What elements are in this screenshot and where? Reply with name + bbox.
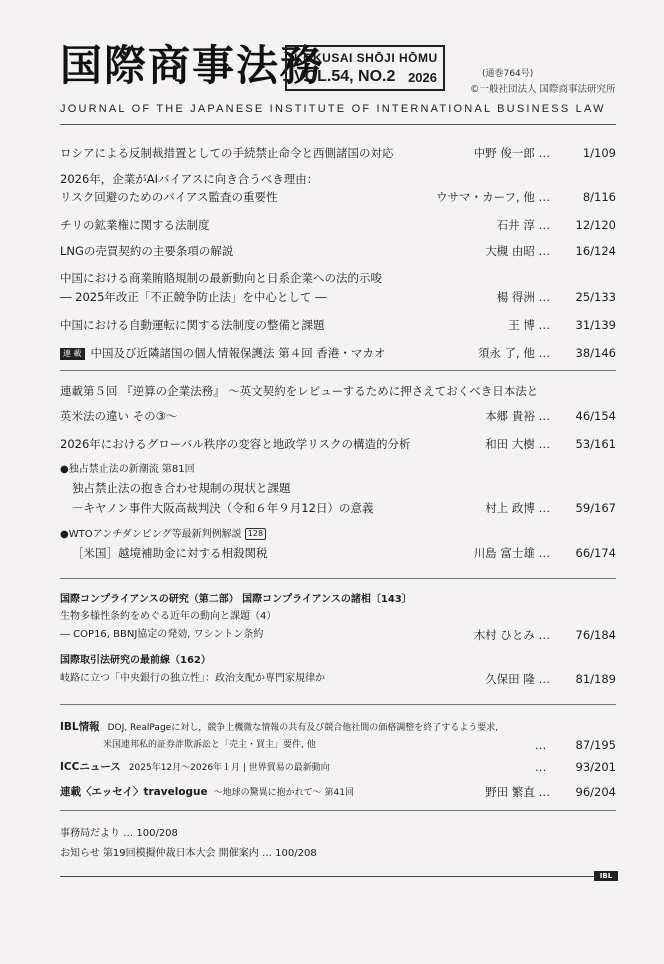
header-rule [60,124,616,125]
page-ref: 53/161 [575,437,616,451]
page-ref: 87/195 [575,738,616,752]
toc-entry-title: IBL情報 DOJ, RealPageに対し，競争上機微な情報の共有及び競合他社間の価格調整を終了するよう要求, [60,721,499,733]
page-ref: 76/184 [575,628,616,642]
page-ref: 96/204 [575,785,616,799]
series-label: 国際コンプライアンスの研究（第二部） 国際コンプライアンスの諸相〔143〕 [60,594,412,605]
section-label: ICCニュース [60,761,121,773]
notice: お知らせ 第19回模擬仲裁日本大会 開催案内 … 100/208 [60,848,317,859]
section-label: IBL情報 [60,721,100,733]
author: 楊 得洲 … [496,290,550,304]
section-divider [60,578,616,579]
page-ref: 25/133 [575,290,616,304]
page-ref: 16/124 [575,244,616,258]
author: 野田 繁直 … [485,785,550,799]
page-ref: 46/154 [575,409,616,423]
author: 中野 俊一郎 … [473,146,550,160]
page-ref: 12/120 [575,218,616,232]
author: … [534,738,550,752]
page-ref: 93/201 [575,760,616,774]
section-divider [60,370,616,371]
toc-entry-title: 2026年，企業がAIバイアスに向き合うべき理由： [60,172,319,186]
author: 木村 ひとみ … [473,628,550,642]
toc-entry-title: 独占禁止法の抱き合わせ規制の現状と課題 [72,481,291,495]
page-ref: 66/174 [575,546,616,560]
section-divider [60,704,616,705]
toc-entry-title: 連載第５回 『逆算の企業法務』 ～英文契約をレビューするために押さえておくべき日本法と [60,384,539,398]
author: 大槻 由昭 … [485,244,550,258]
page-ref: 81/189 [575,672,616,686]
author: 川島 富士雄 … [473,546,550,560]
author: 久保田 隆 … [485,672,550,686]
series-badge: 連 載 [60,348,85,360]
publisher: ©一般社団法人 国際商事法研究所 [470,84,616,95]
journal-title: 国際商事法務 [60,41,325,90]
author: 王 博 … [508,318,550,332]
page-ref: 31/139 [575,318,616,332]
page-ref: 59/167 [575,501,616,515]
author: 和田 大樹 … [485,437,550,451]
author: 村上 政博 … [485,501,550,515]
volume-box [285,45,445,91]
volume-number: VOL.54, NO.2 [294,68,396,85]
toc-entry-title: 生物多様性条約をめぐる近年の動向と課題（4） [60,611,277,622]
section-divider [60,810,616,811]
romanized-title: KOKUSAI SHŌJI HŌMU [294,51,438,65]
author: ウサマ・カーフ, 他 … [436,190,550,204]
footer-rule [60,876,594,877]
ibl-tag: IBL [594,871,618,881]
series-label: ●独占禁止法の新潮流 第81回 [60,464,195,475]
page-ref: 8/116 [582,190,616,204]
series-label: ●WTOアンチダンピング等最新判例解説 128 [60,527,266,543]
journal-english-name: JOURNAL OF THE JAPANESE INSTITUTE OF INTERNATIONAL BUSINESS LAW [60,103,606,115]
issue-number: (通巻764号) [482,69,534,79]
toc-entry-title: 中国における商業賄賂規制の最新動向と日系企業への法的示唆 [60,271,382,285]
series-label: 国際取引法研究の最前線（162） [60,655,211,666]
office-news: 事務局だより … 100/208 [60,828,178,839]
page-ref: 38/146 [575,346,616,360]
author: 石井 淳 … [496,218,550,232]
series-number: 128 [245,528,266,540]
author: 本郷 貴裕 … [485,409,550,423]
author: 須永 了, 他 … [477,346,550,360]
page-ref: 1/109 [582,146,616,160]
author: … [534,760,550,774]
section-label: 連載〈エッセイ〉travelogue [60,786,208,798]
volume-year: 2026 [408,70,437,85]
